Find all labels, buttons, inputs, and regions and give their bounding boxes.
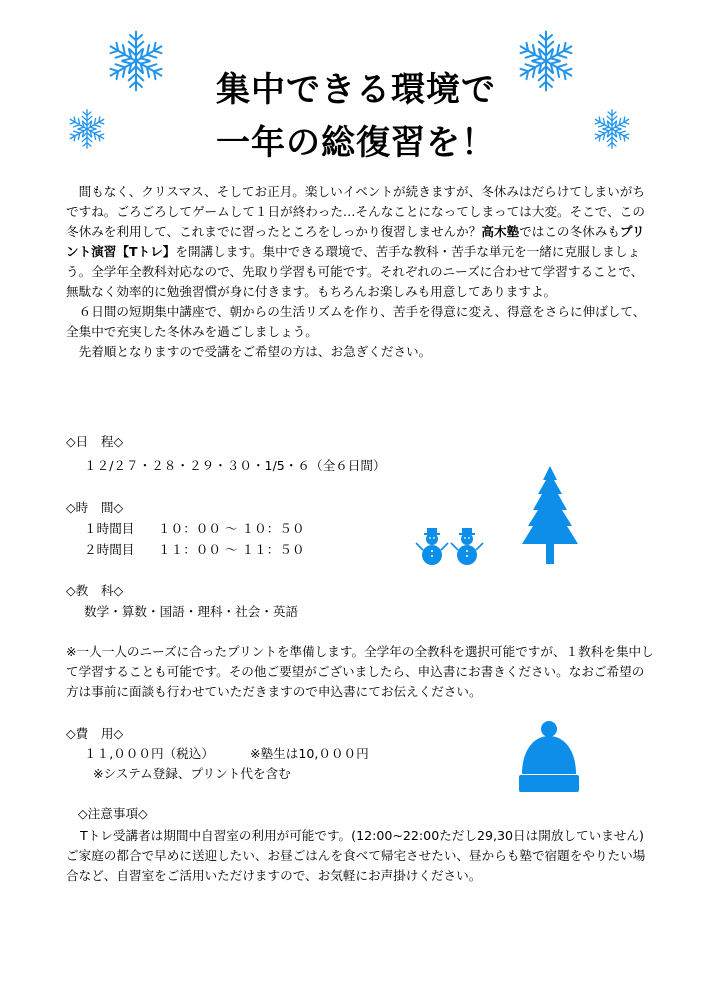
school-name: 高木塾 [481, 224, 520, 239]
page-title [0, 62, 712, 111]
title-line-1: 集中できる環境で [216, 70, 496, 110]
notice-paragraph: Tトレ受講者は期間中自習室の利用が可能です。(12:00~22:00ただし29,30日は開放していません)ご家庭の都合で早めに送迎したい、お昼ごはんを食べて帰宅させたい、昼からも塾で宿題をやりたい場合など、自習室をご活用いただけますので、お気軽にお声掛けください。 [66, 828, 646, 883]
snowman-icon [449, 526, 485, 572]
intro-text-part: を開講します。集中できる環境で、苦手な教科・苦手な単元を一緒に克服しましょう。全学年全教科対応なので、先取り学習も可能です。それぞれのニーズに合わせて学習することで、無駄なく効率的に勉強習慣が身に付きます。もちろんお楽しみも用意してありますよ。 [66, 244, 644, 299]
time-row-range: １０：００ 〜 １０：５０ [158, 521, 305, 536]
time-row-range: １１：００ 〜 １１：５０ [158, 542, 305, 557]
time-heading: ◇時 間◇ [66, 500, 124, 515]
fee-price: １１,０００円（税込） [84, 746, 214, 761]
subjects-heading: ◇教 科◇ [66, 583, 124, 598]
snowman-icon [414, 526, 450, 572]
schedule-heading: ◇日 程◇ [66, 434, 124, 449]
page-title-line-2 [0, 115, 712, 164]
notice-text [66, 826, 654, 886]
knit-hat-icon [516, 720, 582, 794]
intro-paragraph-3: 先着順となりますので受講をご希望の方は、お急ぎください。 [66, 344, 432, 359]
intro-text-part: 間もなく、クリスマス、そしてお正月。楽しいイベントが続きますが、冬休みはだらけてしまいがちですね。ごろごろしてゲームして１日が終わった…そんなことになってしまっては大変。そこで、この冬休みを利用して、これまでに習ったところをしっかり復習しませんか？ [66, 184, 645, 239]
christmas-tree-icon [520, 466, 580, 566]
subjects-list: 数学・算数・国語・理科・社会・英語 [84, 604, 299, 619]
notice-heading: ◇注意事項◇ [78, 806, 148, 821]
title-line-2: 一年の総復習を！ [216, 123, 496, 163]
intro-text [66, 182, 650, 362]
time-row-label: ２時間目 [84, 542, 135, 557]
fee-heading: ◇費 用◇ [66, 726, 124, 741]
intro-paragraph-1 [66, 182, 650, 302]
time-row-label: １時間目 [84, 521, 135, 536]
schedule-dates: １２/２７・２８・２９・３０・1/5・６（全６日間） [84, 458, 386, 473]
fee-note: ※システム登録、プリント代を含む [93, 766, 291, 781]
fee-member-price: ※塾生は10,０００円 [250, 746, 369, 761]
intro-text-part: ではこの冬休みも [519, 224, 620, 239]
intro-paragraph-2: ６日間の短期集中講座で、朝からの生活リズムを作り、苦手を得意に変え、得意をさらに伸ばして、全集中で充実した冬休みを過ごしましょう。 [66, 304, 646, 339]
program-name: プリント演習【Tトレ】 [66, 224, 645, 259]
prints-note: ※一人一人のニーズに合ったプリントを準備します。全学年の全教科を選択可能ですが、１教科を集中して学習することも可能です。その他ご要望がございましたら、申込書にお書きください。なおご希望の方は事前に面談も行わせていただきますので申込書にてお伝えください。 [66, 644, 654, 699]
